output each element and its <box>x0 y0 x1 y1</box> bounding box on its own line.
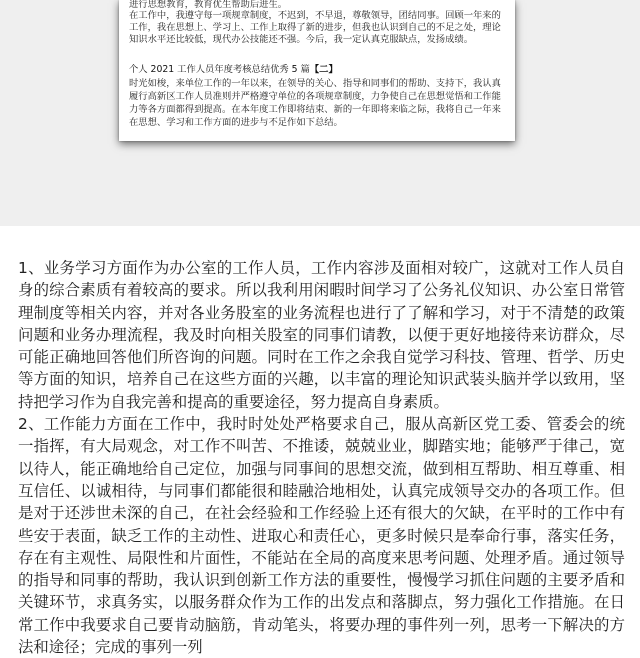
page-line: 进行思想教育，教育优生帮助后进生。 <box>129 0 288 10</box>
page-line: 在工作中，我遵守每一项规章制度，不迟到，不早退，尊敬领导，团结同事。回顾一年来的 <box>129 10 501 21</box>
page-line: 知识水平还比较低，现代办公技能还不强。今后，我一定认真克服缺点，发扬成绩。 <box>129 34 473 45</box>
paragraph-business-study: 1、业务学习方面作为办公室的工作人员，工作内容涉及面相对较广，这就对工作人员自身的综合素质有着较高的要求。所以我利用闲暇时间学习了公务礼仪知识、办公室日常管理制度等相关内容，并对各业务股室的业务流程也进行了了解和学习，对于不清楚的政策问题和业务办理流程，我及时向相关股室的同事们请教，以便于更好地接待来访群众，尽可能正确地回答他们所咨询的问题。同时在工作之余我自觉学习科技、管理、哲学、历史等方面的知识，培养自己在这些方面的兴趣，以丰富的理论知识武装头脑并学以致用，坚持把学习作为自我完善和提高的重要途径，努力提高自身素质。 <box>18 259 625 411</box>
page-line: 在思想、学习和工作方面的进步与不足作如下总结。 <box>129 117 343 128</box>
page-section-title-number: 【二】 <box>309 64 338 75</box>
page-line: 履行高新区工作人员准则并严格遵守单位的各项规章制度，力争使自己在思想觉悟和工作能 <box>129 91 501 102</box>
page-line: 力等各方面都得到提高。在本年度工作即将结束、新的一年即将来临之际，我将自己一年来 <box>129 104 501 115</box>
paragraph-work-ability: 2、工作能力方面在工作中，我时时处处严格要求自己，服从高新区党工委、管委会的统一指挥，有大局观念，对工作不叫苦、不推诿，兢兢业业，脚踏实地；能够严于律己，宽以待人，能正确地给自己定位，加强与同事间的思想交流，做到相互帮助、相互尊重、相互信任、以诚相待，与同事们都能很和睦融洽地相处，认真完成领导交办的各项工作。但是对于还涉世未深的自己，在社会经验和工作经验上还有很大的欠缺，在平时的工作中有些安于表面，缺乏工作的主动性、进取心和责任心，更多时候只是奉命行事，落实任务，存在有主观性、局限性和片面性，不能站在全局的高度来思考问题、处理矛盾。通过领导的指导和同事的帮助，我认识到创新工作方法的重要性，慢慢学习抓住问题的主要矛盾和关键环节，求真务实，以服务群众作为工作的出发点和落脚点，努力强化工作措施。在日常工作中我要求自己要肯动脑筋，肯动笔头，将要办理的事件列一列，思考一下解决的方法和途径；完成的事列一列 <box>18 415 625 657</box>
page-section-title <box>129 64 505 76</box>
document-body <box>18 257 625 658</box>
page-line: 工作，我在思想上、学习上、工作上取得了新的进步，但我也认识到自己的不足之处，理论 <box>129 22 501 33</box>
page-line: 时光如梭，来单位工作的一年以来，在领导的关心、指导和同事们的帮助、支持下，我认真 <box>129 78 501 89</box>
embedded-document-page <box>119 0 515 141</box>
page-section-title-text: 个人 2021 工作人员年度考核总结优秀 5 篇 <box>129 64 310 75</box>
